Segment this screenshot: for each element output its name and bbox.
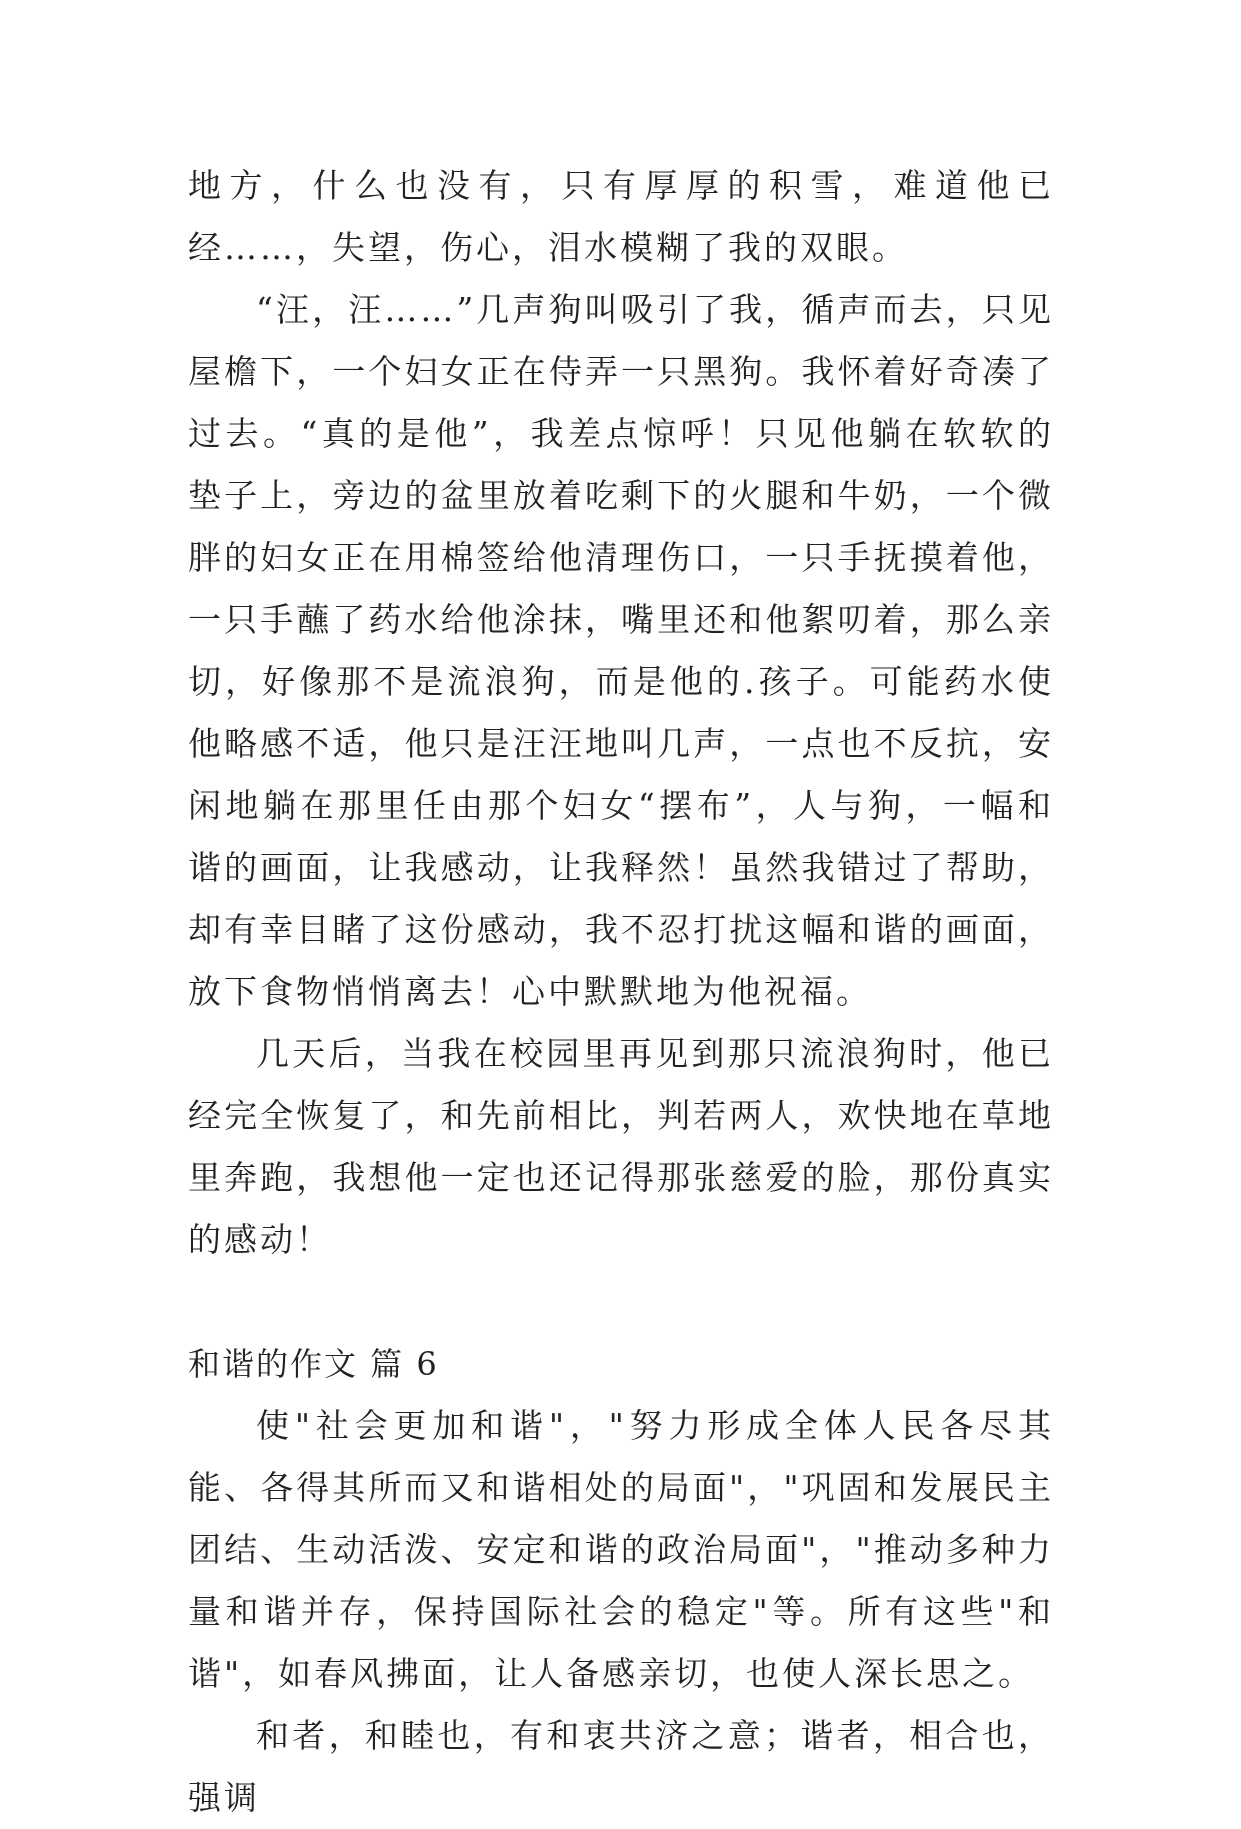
paragraph-dog-bark: “汪，汪……”几声狗叫吸引了我，循声而去，只见屋檐下，一个妇女正在侍弄一只黑狗。我怀着好奇凑了过去。“真的是他”，我差点惊呼！只见他躺在软软的垫子上，旁边的盆里放着吃剩下的火腿和牛奶，一个微胖的妇女正在用棉签给他清理伤口，一只手抚摸着他，一只手蘸了药水给他涂抹，嘴里还和他絮叨着，那么亲切，好像那不是流浪狗，而是他的.孩子。可能药水使他略感不适，他只是汪汪地叫几声，一点也不反抗，安闲地躺在那里任由那个妇女“摆布”，人与狗，一幅和谐的画面，让我感动，让我释然！虽然我错过了帮助，却有幸目睹了这份感动，我不忍打扰这幅和谐的画面，放下食物悄悄离去！心中默默地为他祝福。 bbox=[188, 290, 1054, 1011]
paragraph-harmony-quotes: 使"社会更加和谐"，"努力形成全体人民各尽其能、各得其所而又和谐相处的局面"，"巩固和发展民主团结、生动活泼、安定和谐的政治局面"，"推动多种力量和谐并存，保持国际社会的稳定"等。所有这些"和谐"，如春风拂面，让人备感亲切，也使人深长思之。 bbox=[188, 1406, 1054, 1693]
paragraph-harmony-definition: 和者，和睦也，有和衷共济之意；谐者，相合也，强调 bbox=[188, 1716, 1054, 1817]
paragraph-days-later: 几天后，当我在校园里再见到那只流浪狗时，他已经完全恢复了，和先前相比，判若两人，欢快地在草地里奔跑，我想他一定也还记得那张慈爱的脸，那份真实的感动！ bbox=[188, 1034, 1054, 1259]
document-body bbox=[188, 155, 1054, 1829]
section-heading: 和谐的作文 篇 6 bbox=[188, 1345, 439, 1383]
section-spacer bbox=[188, 1271, 1054, 1333]
paragraph-continuation: 地方，什么也没有，只有厚厚的积雪，难道他已经……，失望，伤心，泪水模糊了我的双眼。 bbox=[188, 166, 1054, 267]
